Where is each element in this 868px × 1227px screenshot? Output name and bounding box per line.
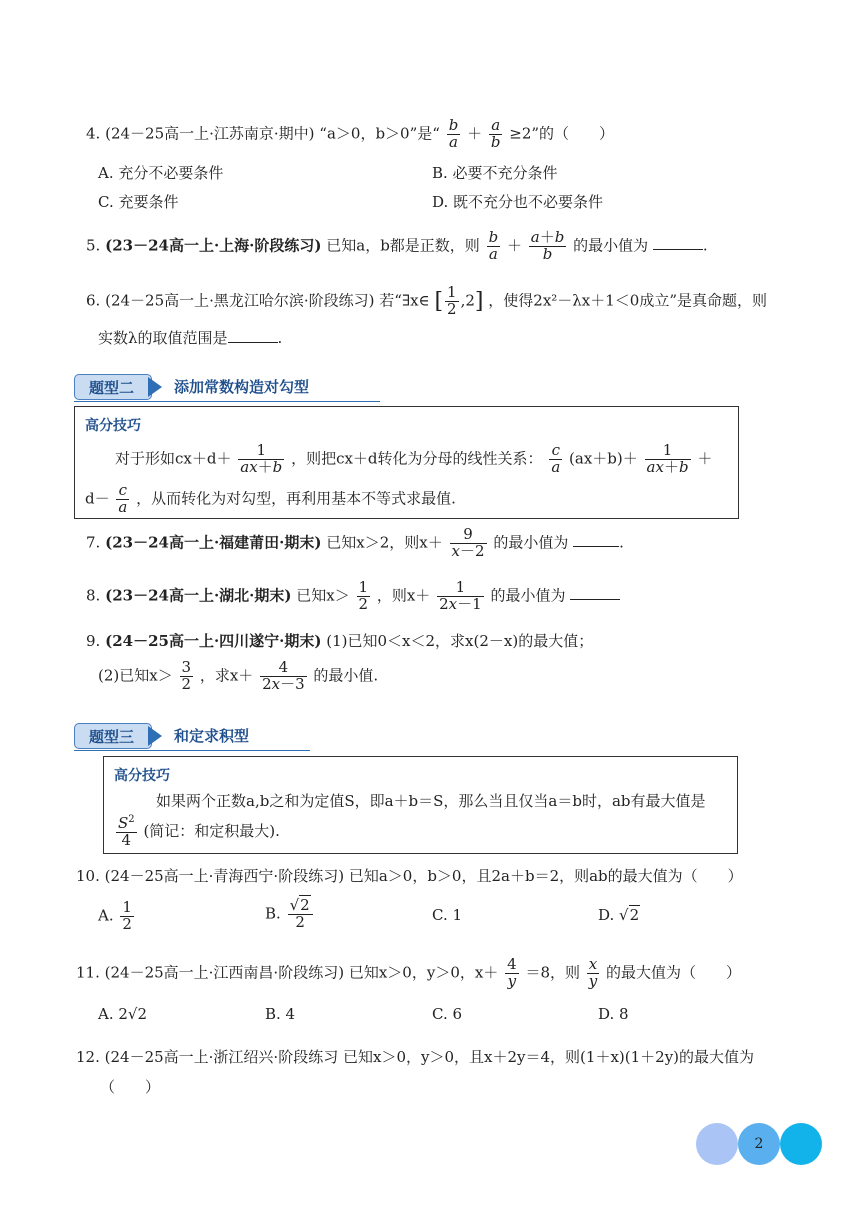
question-source: (23－24高一上·湖北·期末) — [105, 586, 292, 605]
section-title: 添加常数构造对勾型 — [174, 378, 310, 396]
tip-box-3 — [103, 756, 738, 854]
question-stem: ，则x＋ — [376, 586, 431, 605]
question-8 — [86, 580, 620, 613]
option-a: A. 2√2 — [98, 1005, 148, 1023]
question-6: 6. (24－25高一上·黑龙江哈尔滨·阶段练习) 若“∃x∈ [ $\frac{1}{2}$ ,2] ，使得2x²－λx＋1＜0成立”是真命题，则 — [86, 283, 768, 318]
tip-line-2 — [114, 815, 280, 849]
question-stem: 已知x＞0，y＞0，x＋ — [348, 963, 499, 982]
question-number: 5. — [86, 236, 101, 255]
question-11 — [76, 957, 741, 990]
page-number-circle — [738, 1123, 780, 1165]
option-d: D. 既不充分也不必要条件 — [432, 193, 604, 211]
question-source: (24－25高一上·四川遂宁·期末) — [105, 632, 322, 650]
decor-circle-3 — [780, 1123, 822, 1165]
question-stem: ＝8，则 — [525, 963, 580, 982]
question-number: 12. — [76, 1048, 100, 1066]
question-number: 6. — [86, 291, 101, 310]
section-header-3 — [74, 723, 314, 749]
option-label: A. — [98, 906, 114, 925]
question-stem-end: 的最小值. — [313, 666, 379, 685]
fraction-4-over-2x-minus-3: $\frac{4}{2x-3}$ — [262, 658, 305, 693]
fraction-b-over-a: $\frac{b}{a}$ — [488, 228, 499, 263]
section-tag: 题型二 — [74, 374, 152, 400]
period: . — [619, 533, 624, 552]
option-a: A. 充分不必要条件 — [98, 164, 224, 182]
question-source: (24－25高一上·黑龙江哈尔滨·阶段练习) — [105, 291, 375, 310]
question-12 — [76, 1046, 754, 1067]
question-stem-end: 的最小值为 — [493, 533, 569, 552]
period: . — [702, 236, 708, 255]
tip-text: 对于形如cx＋d＋ — [115, 449, 232, 468]
fraction-a-over-b: $\frac{a}{b}$ — [490, 116, 501, 151]
fraction-4-over-y: $\frac{4}{y}$ — [507, 955, 517, 990]
option-b: B. 4 — [265, 1005, 296, 1023]
question-stem: “a＞0，b＞0”是“ — [319, 124, 440, 143]
question-stem-end: ≥2”的（ ） — [509, 124, 615, 143]
question-7 — [86, 527, 624, 560]
question-number: 9. — [86, 632, 101, 650]
question-stem: 已知x＞0，y＞0，且x＋2y＝4，则(1＋x)(1＋2y)的最大值为 — [343, 1048, 755, 1066]
question-number: 4. — [86, 124, 101, 143]
question-4: 4. (24－25高一上·江苏南京·期中) “a＞0，b＞0”是“ $\frac{b}{a}$ ＋ $\frac{a}{b}$ ≥2”的（ ） — [86, 116, 615, 151]
fraction-b-over-a: $\frac{b}{a}$ — [448, 116, 459, 151]
question-stem: (2)已知x＞ — [98, 666, 173, 685]
option-b — [265, 898, 315, 931]
arrow-icon — [148, 377, 162, 397]
section-title: 和定求积型 — [174, 727, 250, 745]
option-d: D. 8 — [598, 1005, 629, 1023]
fraction-1-over-ax-plus-b: $\frac{1}{ax+b}$ — [646, 441, 689, 476]
fraction-one-half: $\frac{1}{2}$ — [447, 283, 457, 318]
option-c: C. 6 — [432, 1005, 463, 1023]
bracket-right: ] — [474, 288, 484, 314]
answer-blank[interactable] — [570, 587, 620, 600]
question-number: 10. — [76, 867, 100, 885]
option-label: B. — [265, 904, 281, 923]
answer-blank[interactable] — [573, 534, 619, 547]
decor-circle-1 — [696, 1123, 738, 1165]
question-stem-end: 的最小值为 — [573, 236, 649, 255]
fraction-3-over-2: $\frac{3}{2}$ — [181, 658, 192, 693]
tip-text: ＋ — [697, 449, 713, 468]
question-stem: 已知a，b都是正数，则 — [326, 236, 480, 255]
period: . — [277, 329, 283, 347]
question-source: (24－25高一上·江苏南京·期中) — [105, 124, 315, 143]
question-stem: 已知x＞2，则x＋ — [326, 533, 443, 552]
tip-title: 高分技巧 — [114, 768, 170, 784]
tip-text: (简记：和定积最大). — [143, 821, 280, 840]
fraction-a-plus-b-over-b: $\frac{a+b}{b}$ — [530, 228, 565, 263]
question-stem-end: ，使得2x²－λx＋1＜0成立”是真命题，则 — [488, 291, 768, 310]
answer-blank[interactable] — [228, 330, 278, 343]
question-stem: 若“∃x∈ — [379, 291, 430, 310]
fraction-1-over-ax-plus-b: $\frac{1}{ax+b}$ — [240, 441, 283, 476]
question-9-line2 — [98, 660, 378, 693]
tip-line-1: 如果两个正数a,b之和为定值S，即a＋b＝S，那么当且仅当a＝b时，ab有最大值是 — [156, 792, 706, 810]
tip-text: d－ — [85, 489, 110, 508]
tip-line-2 — [85, 483, 456, 516]
question-number: 8. — [86, 586, 101, 605]
fraction-sqrt2-over-2: $\frac{√2}{2}$ — [288, 898, 313, 931]
answer-parentheses: （ ） — [100, 1078, 161, 1096]
arrow-icon — [148, 726, 162, 746]
question-5: 5. (23－24高一上·上海·阶段练习) 已知a，b都是正数，则 $\frac{b}{a}$ ＋ $\frac{a+b}{b}$ 的最小值为 . — [86, 228, 708, 263]
section-underline — [74, 401, 380, 402]
tip-text: ，则把cx＋d转化为分母的线性关系： — [291, 449, 543, 468]
question-source: (23－24高一上·福建莆田·期末) — [105, 533, 322, 552]
tip-line-1 — [115, 443, 712, 476]
question-6-line2 — [98, 327, 282, 348]
question-10 — [76, 865, 743, 886]
section-header-2 — [74, 374, 384, 400]
fraction-s-squared-over-4: $\frac{S^2}{4}$ — [118, 814, 135, 849]
option-c: C. 充要条件 — [98, 193, 179, 211]
question-stem-end: 的最大值为（ ） — [606, 963, 742, 982]
option-d: D. √2 — [598, 906, 640, 924]
fraction-c-over-a: $\frac{c}{a}$ — [551, 441, 561, 476]
question-stem: 已知a＞0，b＞0，且2a＋b＝2，则ab的最大值为（ ） — [348, 867, 743, 885]
tip-text: ，从而转化为对勾型，再利用基本不等式求最值. — [136, 489, 456, 508]
option-a — [98, 900, 136, 933]
question-source: (24－25高一上·浙江绍兴·阶段练习 — [104, 1048, 339, 1066]
option-label: D. — [598, 906, 615, 924]
question-number: 7. — [86, 533, 101, 552]
answer-blank[interactable] — [653, 237, 703, 250]
tip-box-2 — [74, 406, 739, 519]
question-stem-line2: 实数λ的取值范围是 — [98, 329, 228, 347]
fraction-c-over-a: $\frac{c}{a}$ — [118, 481, 128, 516]
fraction-1-over-2x-minus-1: $\frac{1}{2x-1}$ — [439, 578, 482, 613]
question-source: (24－25高一上·青海西宁·阶段练习) — [104, 867, 345, 885]
section-tag: 题型三 — [74, 723, 152, 749]
question-9 — [86, 630, 593, 651]
question-stem-end: 的最小值为 — [490, 586, 566, 605]
question-stem: (1)已知0＜x＜2，求x(2－x)的最大值； — [326, 632, 594, 650]
question-stem: ，求x＋ — [199, 666, 254, 685]
fraction-one-half: $\frac{1}{2}$ — [122, 898, 132, 933]
fraction-x-over-y: $\frac{x}{y}$ — [588, 955, 598, 990]
tip-title: 高分技巧 — [85, 418, 141, 434]
question-number: 11. — [76, 963, 100, 982]
fraction-9-over-x-minus-2: $\frac{9}{x-2}$ — [451, 525, 485, 560]
tip-text: (ax＋b)＋ — [569, 449, 638, 468]
option-b: B. 必要不充分条件 — [432, 164, 558, 182]
question-stem: 已知x＞ — [296, 586, 350, 605]
fraction-one-half: $\frac{1}{2}$ — [358, 578, 369, 613]
question-source: (23－24高一上·上海·阶段练习) — [105, 236, 322, 255]
question-source: (24－25高一上·江西南昌·阶段练习) — [104, 963, 345, 982]
page-number: 2 — [754, 1136, 764, 1152]
bracket-left: [ — [434, 288, 444, 314]
section-underline — [74, 750, 310, 751]
option-c: C. 1 — [432, 906, 463, 924]
